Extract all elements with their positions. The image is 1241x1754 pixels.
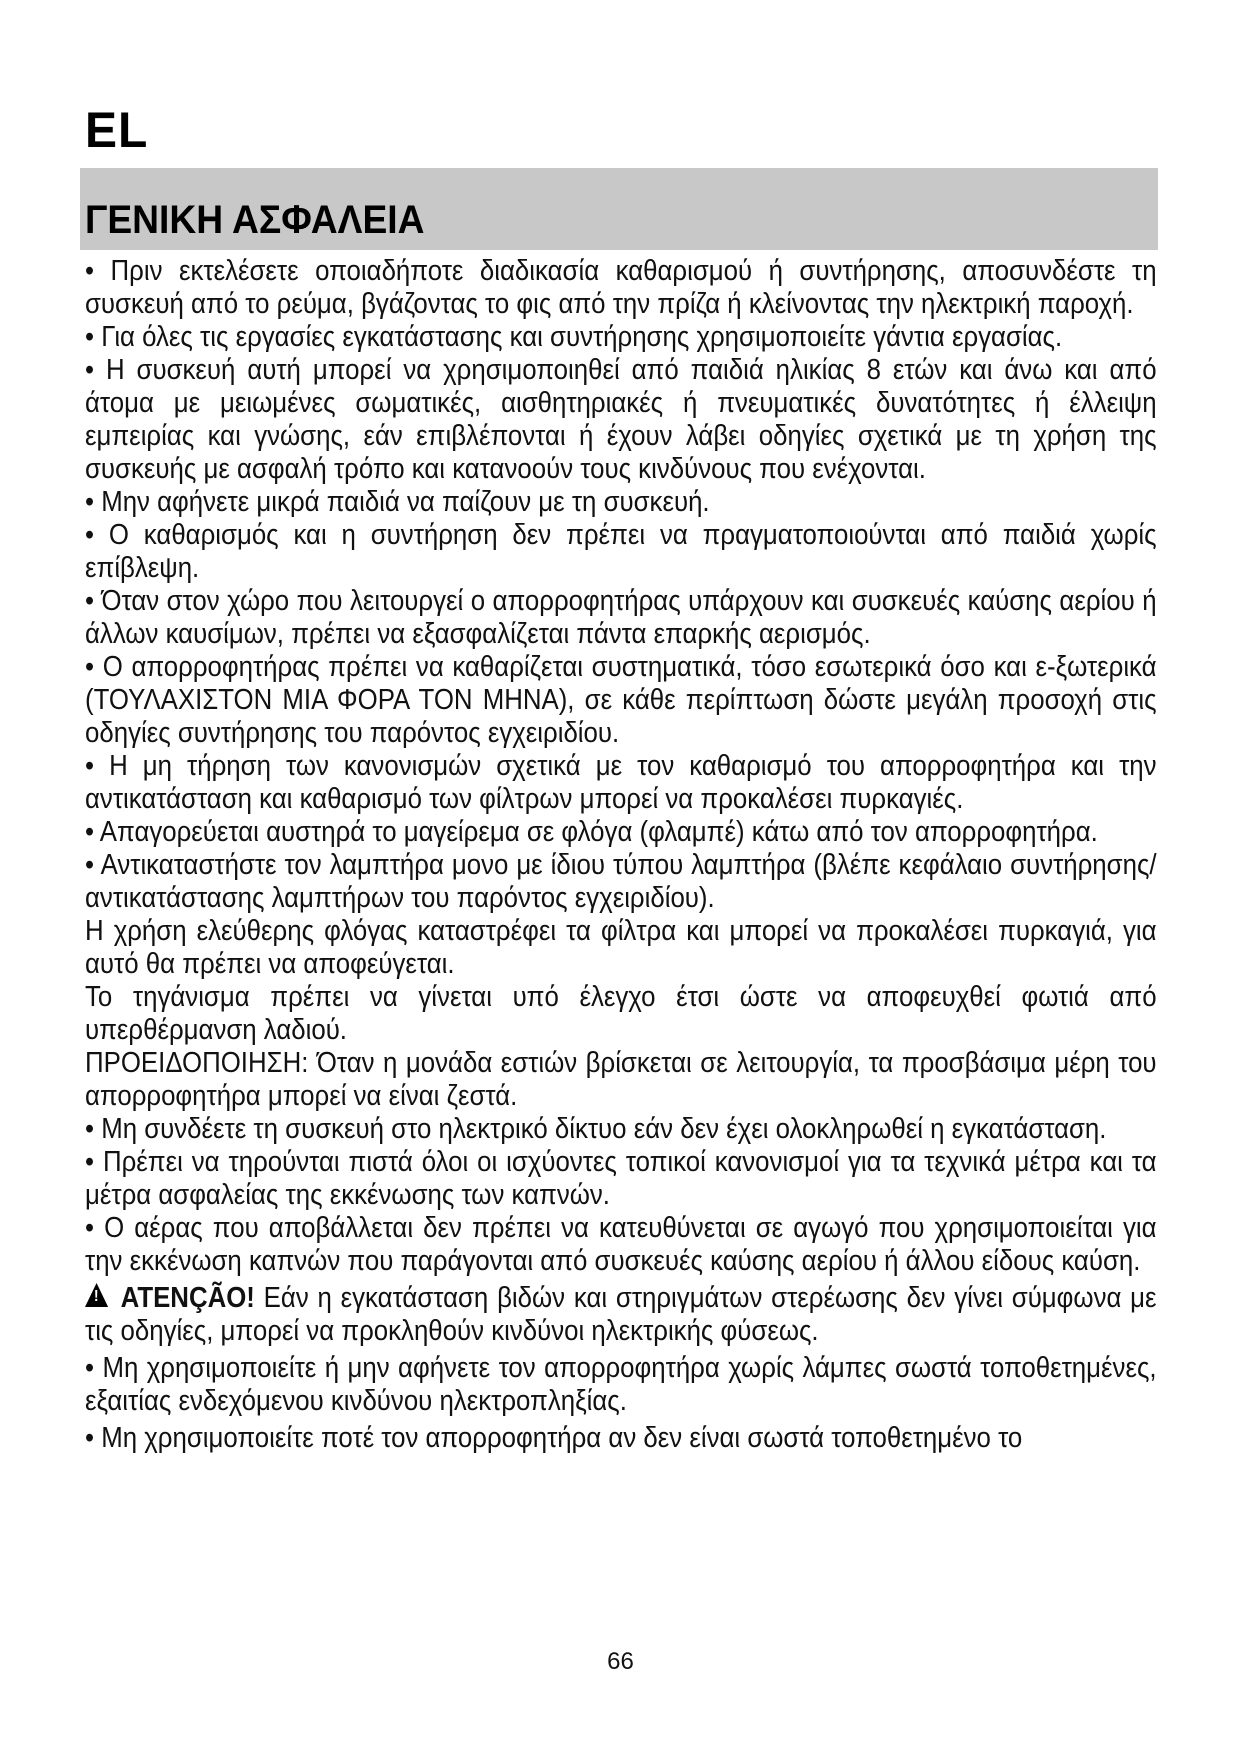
paragraph-lamp-replace: • Αντικαταστήστε τον λαμπτήρα μονο με ίδιου τύπου λαμπτήρα (βλέπε κεφάλαιο συντήρησης/αντικατάστασης λαμπτήρων του παρόντος εγχειριδίου). — [85, 849, 1157, 914]
paragraph-flambe: • Απαγορεύεται αυστηρά το μαγείρεμα σε φλόγα (φλαμπέ) κάτω από τον απορροφητήρα. — [85, 816, 1098, 848]
warning-label: ATENÇÃO! — [120, 1282, 255, 1314]
paragraph-open-flame: Η χρήση ελεύθερης φλόγας καταστρέφει τα φίλτρα και μπορεί να προκαλέσει πυρκαγιά, για αυτό θα πρέπει να αποφεύγεται. — [85, 915, 1157, 980]
section-title: ΓΕΝΙΚΗ ΑΣΦΑΛΕΙΑ — [85, 198, 425, 242]
safety-text — [85, 255, 1157, 1455]
page-number: 66 — [607, 1648, 634, 1675]
paragraph-hot-parts: ΠΡΟΕΙΔΟΠΟΙΗΣΗ: Όταν η μονάδα εστιών βρίσκεται σε λειτουργία, τα προσβάσιμα μέρη του απορροφητήρα μπορεί να είναι ζεστά. — [85, 1047, 1157, 1112]
paragraph-cleaning-children: • Ο καθαρισμός και η συντήρηση δεν πρέπει να πραγματοποιούνται από παιδιά χωρίς επίβλεψη. — [85, 519, 1157, 584]
warning-paragraph — [85, 1282, 1157, 1348]
paragraph-no-connect: • Μη συνδέετε τη συσκευή στο ηλεκτρικό δίκτυο εάν δεν έχει ολοκληρωθεί η εγκατάσταση. — [85, 1113, 1107, 1145]
paragraph-children-age: • Η συσκευή αυτή μπορεί να χρησιμοποιηθεί από παιδιά ηλικίας 8 ετών και άνω και από άτομα με μειωμένες σωματικές, αισθητηριακές ή πνευματικές δυνατότητες ή έλλειψη εμπειρίας και γνώσης, εάν επιβλέπονται ή έχουν λάβει οδηγίες σχετικά με τη χρήση της συσκευής με ασφαλή τρόπο και κατανοούν τους κινδύνους που ενέχονται. — [85, 354, 1157, 485]
paragraph-unplug: • Πριν εκτελέσετε οποιαδήποτε διαδικασία καθαρισμού ή συντήρησης, αποσυνδέστε τη συσκευή από το ρεύμα, βγάζοντας το φις από την πρίζα ή κλείνοντας την ηλεκτρική παροχή. — [85, 255, 1157, 320]
warning-triangle-icon — [85, 1283, 108, 1307]
language-code: EL — [85, 102, 149, 158]
warning-text: Εάν η εγκατάσταση βιδών και στηριγμάτων στερέωσης δεν γίνει σύμφωνα με τις οδηγίες, μπορεί να προκληθούν κινδύνοι ηλεκτρικής φύσεως. — [85, 1282, 1157, 1347]
paragraph-exhaust-air: • Ο αέρας που αποβάλλεται δεν πρέπει να κατευθύνεται σε αγωγό που χρησιμοποιείται για την εκκένωση καπνών που παράγονται από συσκευές καύσης αερίου ή άλλου είδους καύση. — [85, 1212, 1157, 1277]
paragraph-gloves: • Για όλες τις εργασίες εγκατάστασης και συντήρησης χρησιμοποιείτε γάντια εργασίας. — [85, 321, 1063, 353]
paragraph-cleaning-monthly: • Ο απορροφητήρας πρέπει να καθαρίζεται συστηματικά, τόσο εσωτερικά όσο και ε-ξωτερικά (ΤΟΥΛΑΧΙΣΤΟΝ ΜΙΑ ΦΟΡΑ ΤΟΝ ΜΗΝΑ), σε κάθε περίπτωση δώστε μεγάλη προσοχή στις οδηγίες συντήρησης του παρόντος εγχειριδίου. — [85, 651, 1157, 749]
paragraph-installation: • Μη χρησιμοποιείτε ποτέ τον απορροφητήρα αν δεν είναι σωστά τοποθετημένο το — [85, 1422, 1023, 1454]
paragraph-regulations: • Πρέπει να τηρούνται πιστά όλοι οι ισχύοντες τοπικοί κανονισμοί για τα τεχνικά μέτρα και τα μέτρα ασφαλείας της εκκένωσης των καπνών. — [85, 1146, 1157, 1211]
paragraph-fire-risk: • Η μη τήρηση των κανονισμών σχετικά με τον καθαρισμό του απορροφητήρα και την αντικατάσταση και καθαρισμό των φίλτρων μπορεί να προκαλέσει πυρκαγιές. — [85, 750, 1157, 815]
paragraph-children-play: • Μην αφήνετε μικρά παιδιά να παίζουν με τη συσκευή. — [85, 486, 710, 518]
paragraph-lamps-fitted: • Μη χρησιμοποιείτε ή μην αφήνετε τον απορροφητήρα χωρίς λάμπες σωστά τοποθετημένες, εξαιτίας ενδεχόμενου κινδύνου ηλεκτροπληξίας. — [85, 1352, 1157, 1417]
paragraph-ventilation: • Όταν στον χώρο που λειτουργεί ο απορροφητήρας υπάρχουν και συσκευές καύσης αερίου ή άλλων καυσίμων, πρέπει να εξασφαλίζεται πάντα επαρκής αερισμός. — [85, 585, 1157, 650]
paragraph-frying: Το τηγάνισμα πρέπει να γίνεται υπό έλεγχο έτσι ώστε να αποφευχθεί φωτιά από υπερθέρμανση λαδιού. — [85, 981, 1157, 1046]
